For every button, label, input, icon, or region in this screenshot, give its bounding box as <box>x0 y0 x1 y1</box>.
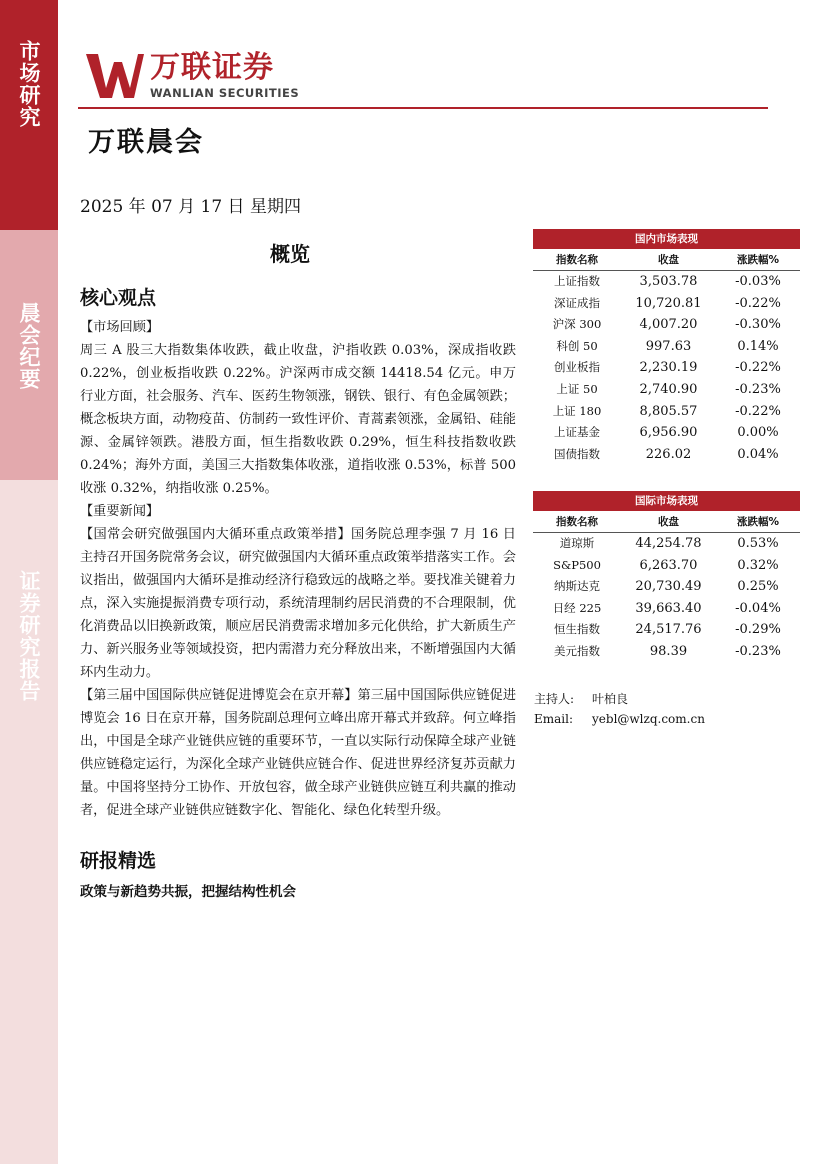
table-row <box>533 533 800 555</box>
index-name: 国债指数 <box>554 446 600 461</box>
index-name: 沪深 300 <box>552 317 602 332</box>
table-row <box>533 401 800 423</box>
close-value: 44,254.78 <box>635 536 702 551</box>
close-value: 2,740.90 <box>639 381 698 397</box>
column-header: 收盘 <box>658 254 679 266</box>
close-value: 3,503.78 <box>639 274 698 289</box>
page-title: 万联晨会 <box>88 127 204 158</box>
side-band <box>0 0 58 1164</box>
table-row <box>533 422 800 444</box>
side-band-section-report <box>0 480 58 1164</box>
news-label: 【重要新闻】 <box>80 504 160 519</box>
table-row <box>533 314 800 336</box>
change-percent: -0.03% <box>735 274 781 289</box>
table-row <box>533 598 800 620</box>
header-divider <box>78 107 768 109</box>
market-review-text: 周三 A 股三大指数集体收跌，截止收盘，沪指收跌 0.03%，深成指收跌 0.22%，创业板指收跌 0.22%。沪深两市成交额 14418.54 亿元。申万行业方面，社会服务、汽车、医药生物领涨，钢铁、银行、有色金属领跌；概念板块方面，动物疫苗、仿制药一致性评价、青蒿素领涨，金属铅、硅能源、金属锌领跌。港股方面，恒生指数收跌 0.29%，恒生科技指数收跌 0.24%；海外方面，美国三大指数集体收涨，道指收涨 0.53%，标普 500 收涨 0.32%，纳指收涨 0.25%。 <box>80 343 516 496</box>
index-name: 美元指数 <box>554 643 600 658</box>
email-label: Email: <box>534 712 574 726</box>
table-header-row <box>533 249 800 271</box>
change-percent: 0.04% <box>737 446 779 462</box>
index-name: 上证 180 <box>552 403 602 418</box>
change-percent: 0.25% <box>737 579 779 595</box>
overview-heading: 概览 <box>270 242 310 266</box>
index-name: 恒生指数 <box>554 622 600 637</box>
close-value: 226.02 <box>645 446 692 462</box>
column-header: 指数名称 <box>556 516 598 528</box>
change-percent: -0.23% <box>735 381 781 397</box>
table-row <box>533 293 800 315</box>
domestic-market-table <box>533 229 800 465</box>
index-name: 创业板指 <box>554 360 600 375</box>
news-item-text: 第三届中国国际供应链促进博览会 16 日在京开幕，国务院副总理何立峰出席开幕式并致辞。何立峰指出，中国是全球产业链供应链的重要环节，一直以实际行动保障全球产业链供应链稳定运行，为深化全球产业链供应链合作、促进世界经济复苏贡献力量。中国将坚持分工协作、开放包容，做全球产业链供应链互利共赢的推动者，促进全球产业链供应链数字化、智能化、绿色化转型升级。 <box>80 688 517 818</box>
change-percent: -0.23% <box>735 643 781 659</box>
table-row <box>533 336 800 358</box>
research-selection-heading: 研报精选 <box>80 850 157 872</box>
news-item-title: 【第三届中国国际供应链促进博览会在京开幕】 <box>80 688 358 703</box>
close-value: 997.63 <box>645 338 692 354</box>
email-address[interactable]: yebl@wlzq.com.cn <box>592 712 705 726</box>
index-name: S&P500 <box>553 557 601 572</box>
table-row <box>533 379 800 401</box>
close-value: 20,730.49 <box>635 579 702 595</box>
international-market-table <box>533 491 800 663</box>
market-review-section <box>80 316 516 822</box>
table-row <box>533 576 800 598</box>
index-name: 深证成指 <box>554 295 600 310</box>
table-header-row <box>533 511 800 533</box>
change-percent: 0.14% <box>737 338 779 354</box>
column-header: 涨跌幅% <box>736 254 780 266</box>
news-item <box>80 523 516 684</box>
change-percent: 0.53% <box>737 536 779 551</box>
side-band-label: 晨会纪要 <box>17 302 41 390</box>
side-band-section-morning <box>0 230 58 480</box>
news-item-text: 国务院总理李强 7 月 16 日主持召开国务院常务会议，研究做强国内大循环重点政策举措落实工作。会议指出，做强国内大循环是推动经济行稳致远的战略之举。要找准关键着力点，深入实施提振消费专项行动，系统清理制约居民消费的不合理限制，优化消费品以旧换新政策，顺应居民消费需求增加多元化供给，扩大新质生产力、新兴服务业等领域投资，把内需潜力充分释放出来，不断增强国内大循环内生动力。 <box>80 527 516 680</box>
table-row <box>533 444 800 466</box>
column-header: 指数名称 <box>556 254 598 266</box>
close-value: 10,720.81 <box>635 295 702 311</box>
close-value: 6,956.90 <box>639 425 698 441</box>
company-logo <box>84 52 299 100</box>
close-value: 6,263.70 <box>639 557 698 573</box>
index-name: 科创 50 <box>556 338 598 353</box>
side-band-label: 证券研究报告 <box>17 570 41 702</box>
change-percent: 0.00% <box>737 425 779 441</box>
change-percent: -0.30% <box>735 317 781 333</box>
table-row <box>533 641 800 663</box>
close-value: 4,007.20 <box>639 317 698 333</box>
host-label: 主持人: <box>534 692 575 706</box>
market-review-label: 【市场回顾】 <box>80 320 160 335</box>
close-value: 39,663.40 <box>635 600 702 616</box>
index-name: 日经 225 <box>552 600 602 615</box>
news-item <box>80 684 516 822</box>
change-percent: -0.22% <box>735 403 781 419</box>
core-viewpoints-heading: 核心观点 <box>80 287 157 309</box>
logo-english-name: WANLIAN SECURITIES <box>150 86 300 100</box>
column-header: 收盘 <box>658 516 679 528</box>
index-name: 上证 50 <box>556 381 598 396</box>
change-percent: -0.22% <box>735 295 781 311</box>
index-name: 上证基金 <box>554 425 600 440</box>
table-row <box>533 555 800 577</box>
news-item-title: 【国常会研究做强国内大循环重点政策举措】 <box>80 527 352 542</box>
index-name: 道琼斯 <box>559 536 595 550</box>
index-name: 纳斯达克 <box>554 579 600 594</box>
host-line <box>534 690 628 707</box>
index-name: 上证指数 <box>554 274 600 288</box>
table-title: 国内市场表现 <box>533 229 800 249</box>
close-value: 2,230.19 <box>639 360 698 376</box>
close-value: 24,517.76 <box>635 622 702 638</box>
side-band-label: 市场研究 <box>17 40 41 128</box>
research-subtitle: 政策与新趋势共振，把握结构性机会 <box>80 884 296 900</box>
table-title: 国际市场表现 <box>533 491 800 511</box>
table-row <box>533 271 800 293</box>
table-row <box>533 619 800 641</box>
close-value: 98.39 <box>649 643 688 659</box>
logo-chinese-name: 万联证券 <box>150 50 274 85</box>
column-header: 涨跌幅% <box>736 516 780 528</box>
wanlian-w-logo-icon <box>84 52 146 100</box>
change-percent: -0.22% <box>735 360 781 376</box>
report-date: 2025 年 07 月 17 日 星期四 <box>80 197 301 217</box>
host-name: 叶柏良 <box>592 692 629 706</box>
change-percent: 0.32% <box>737 557 779 573</box>
email-line <box>534 712 705 726</box>
side-band-section-market <box>0 0 58 230</box>
change-percent: -0.04% <box>735 600 781 616</box>
close-value: 8,805.57 <box>639 403 698 419</box>
change-percent: -0.29% <box>735 622 781 638</box>
table-row <box>533 357 800 379</box>
